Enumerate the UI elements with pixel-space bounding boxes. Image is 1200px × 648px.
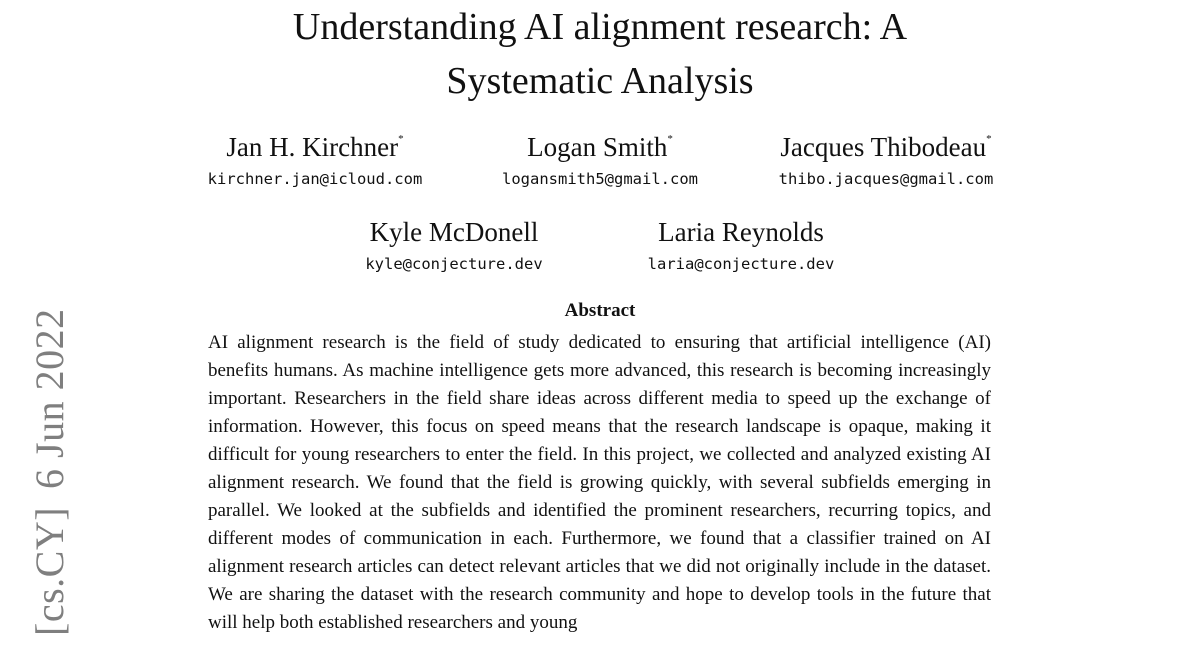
author-email[interactable]: logansmith5@gmail.com [502, 170, 698, 188]
arxiv-category: [cs.CY] [27, 506, 72, 636]
author-email[interactable]: kirchner.jan@icloud.com [207, 170, 423, 188]
abstract-text: AI alignment research is the field of study dedicated to ensuring that artificial intelligence (AI) benefits humans. As machine intelligence gets more advanced, this research is becoming increasingly important. Researchers in the field share ideas across different media to speed up the exchange of information. However, this focus on speed means that the research landscape is opaque, making it difficult for young researchers to enter the field. In this project, we collected and analyzed existing AI alignment research. We found that the field is growing quickly, with several subfields emerging in parallel. We looked at the subfields and identified the prominent researchers, recurring topics, and different modes of communication in each. Furthermore, we found that a classifier trained on AI alignment research articles can detect relevant articles that we did not originally include in the dataset. We are sharing the dataset with the research community and hope to develop tools in the future that will help both established researchers and young [208, 332, 991, 633]
author-name: Jacques Thibodeau* [780, 132, 992, 162]
author-block-smith [450, 126, 750, 190]
arxiv-date: 6 Jun 2022 [27, 308, 72, 489]
author-name: Kyle McDonell [369, 217, 539, 247]
arxiv-side-stamp [28, 308, 72, 636]
author-block-kirchner [165, 126, 465, 190]
author-email[interactable]: laria@conjecture.dev [647, 255, 835, 273]
paper-title [0, 0, 1200, 108]
paper-title-line-1: Understanding AI alignment research: A [292, 6, 908, 48]
author-email[interactable]: thibo.jacques@gmail.com [778, 170, 994, 188]
paper-title-line-2: Systematic Analysis [446, 60, 754, 102]
author-block-mcdonell [304, 211, 604, 275]
author-block-reynolds [591, 211, 891, 275]
author-mark: * [986, 133, 992, 145]
author-mark: * [667, 133, 673, 145]
author-email[interactable]: kyle@conjecture.dev [365, 255, 543, 273]
author-name: Laria Reynolds [658, 217, 824, 247]
author-name: Logan Smith* [527, 132, 673, 162]
author-block-thibodeau [736, 126, 1036, 190]
abstract-heading: Abstract [564, 300, 636, 321]
author-mark: * [398, 133, 404, 145]
author-name: Jan H. Kirchner* [226, 132, 404, 162]
